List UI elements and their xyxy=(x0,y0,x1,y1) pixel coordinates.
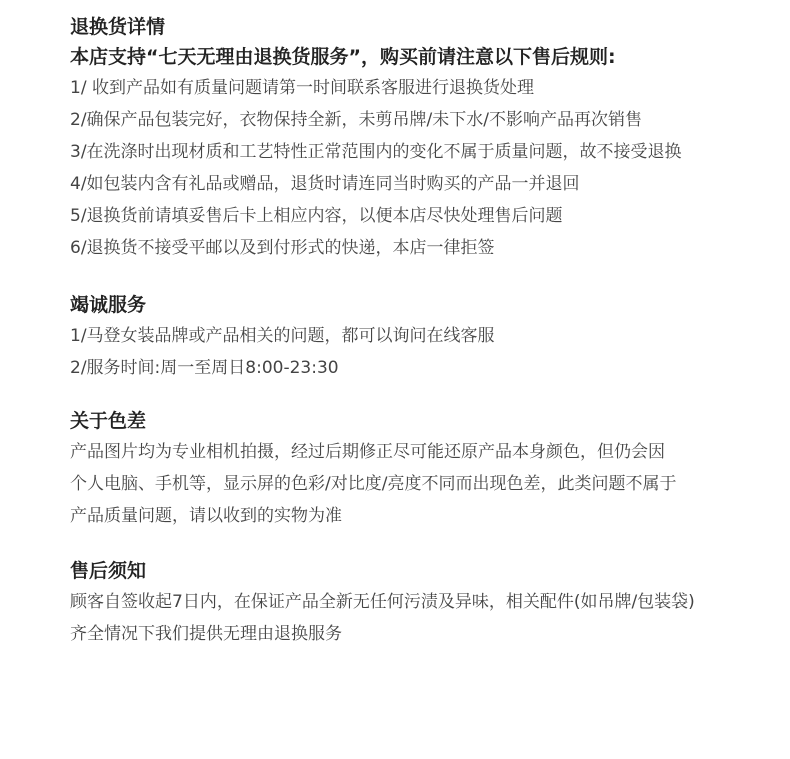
returns-policy-statement: 本店支持“七天无理由退换货服务”，购买前请注意以下售后规则: xyxy=(70,46,616,68)
after-sale-notice-section xyxy=(70,556,770,650)
service-section xyxy=(70,290,770,384)
after-sale-notice-line-1: 顾客自签收起7日内，在保证产品全新无任何污渍及异味，相关配件(如吊牌/包装袋) xyxy=(70,592,695,612)
service-title: 竭诚服务 xyxy=(70,294,147,316)
returns-section xyxy=(70,12,770,264)
returns-rule-4: 4/如包装内含有礼品或赠品，退货时请连同当时购买的产品一并退回 xyxy=(70,174,580,194)
color-difference-line-1: 产品图片均为专业相机拍摄，经过后期修正尽可能还原产品本身颜色，但仍会因 xyxy=(70,442,665,462)
returns-rule-2: 2/确保产品包装完好，衣物保持全新，未剪吊牌/未下水/不影响产品再次销售 xyxy=(70,110,642,130)
color-difference-title: 关于色差 xyxy=(70,410,147,432)
color-difference-line-2: 个人电脑、手机等，显示屏的色彩/对比度/亮度不同而出现色差，此类问题不属于 xyxy=(70,474,677,494)
returns-rule-1: 1/ 收到产品如有质量问题请第一时间联系客服进行退换货处理 xyxy=(70,78,534,98)
returns-rule-3: 3/在洗涤时出现材质和工艺特性正常范围内的变化不属于质量问题，故不接受退换 xyxy=(70,142,682,162)
returns-rule-6: 6/退换货不接受平邮以及到付形式的快递，本店一律拒签 xyxy=(70,238,495,258)
after-sale-notice-line-2: 齐全情况下我们提供无理由退换服务 xyxy=(70,624,342,644)
color-difference-line-3: 产品质量问题，请以收到的实物为准 xyxy=(70,506,342,526)
service-line-1: 1/马登女装品牌或产品相关的问题，都可以询问在线客服 xyxy=(70,326,495,346)
after-sale-notice-title: 售后须知 xyxy=(70,560,147,582)
returns-rule-5: 5/退换货前请填妥售后卡上相应内容，以便本店尽快处理售后问题 xyxy=(70,206,563,226)
service-line-2: 2/服务时间:周一至周日8:00-23:30 xyxy=(70,358,339,378)
color-difference-section xyxy=(70,406,770,532)
returns-title: 退换货详情 xyxy=(70,16,166,38)
